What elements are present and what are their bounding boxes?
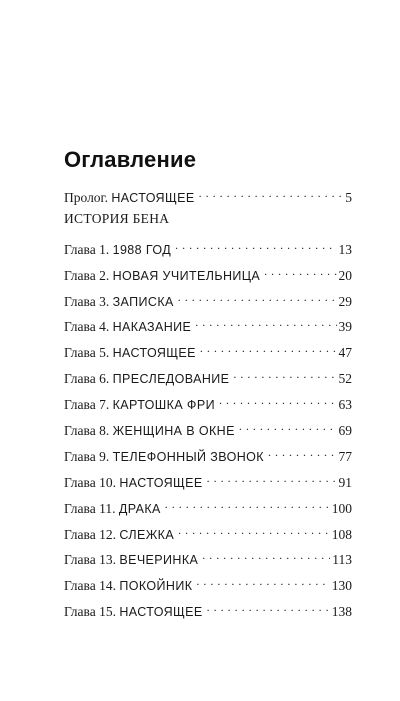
toc-entry-chapter-1	[64, 236, 352, 262]
toc-entry-title: 1988 ГОД	[112, 242, 172, 257]
toc-entry-title: НАКАЗАНИЕ	[112, 320, 192, 335]
toc-entry-chapter-10	[64, 469, 352, 495]
toc-entry-prefix: Глава 4.	[64, 319, 113, 335]
toc-entry-title: НАСТОЯЩЕЕ	[112, 346, 196, 361]
toc-entry-prefix: Глава 7.	[64, 397, 113, 413]
toc-page-number: 69	[338, 423, 352, 439]
toc-page-number: 138	[331, 604, 352, 620]
toc-entry-prefix: Глава 11.	[64, 500, 119, 516]
toc-entry-prefix: Глава 6.	[64, 371, 113, 387]
toc-page-number: 100	[331, 500, 352, 516]
toc-page-number: 91	[338, 474, 352, 490]
toc-entry-title: ДРАКА	[118, 501, 161, 516]
toc-page-number: 113	[332, 552, 352, 568]
toc-entry-chapter-4	[64, 313, 352, 339]
toc-entry-label	[64, 603, 203, 621]
toc-page-number: 52	[338, 371, 352, 387]
toc-page-number: 77	[338, 448, 352, 464]
toc-leader-dots	[239, 417, 337, 435]
toc-list	[64, 184, 352, 624]
toc-entry-title: ЗАПИСКА	[112, 294, 174, 309]
toc-entry-title: НАСТОЯЩЕЕ	[119, 475, 203, 490]
toc-leader-dots	[200, 339, 337, 357]
toc-entry-chapter-11	[64, 495, 352, 521]
toc-entry-label	[64, 267, 260, 285]
toc-entry-title: ВЕЧЕРИНКА	[119, 553, 199, 568]
toc-page-number: 130	[331, 578, 352, 594]
toc-entry-title: СЛЕЖКА	[119, 527, 175, 542]
toc-leader-dots	[202, 546, 330, 564]
toc-leader-dots	[207, 598, 330, 616]
toc-entry-label	[64, 577, 192, 595]
toc-page-number: 108	[331, 526, 352, 542]
toc-entry-label	[64, 448, 264, 466]
toc-entry-prefix: Глава 10.	[64, 474, 120, 490]
toc-section-label: ИСТОРИЯ БЕНА	[64, 210, 170, 226]
toc-entry-chapter-9	[64, 443, 352, 469]
toc-entry-label	[64, 500, 161, 518]
toc-entry-label	[64, 396, 215, 414]
toc-entry-label	[64, 241, 171, 259]
toc-entry-prefix: Глава 8.	[64, 423, 113, 439]
toc-entry-title: ПОКОЙНИК	[119, 579, 193, 594]
toc-page-number: 63	[338, 397, 352, 413]
toc-entry-title: ТЕЛЕФОННЫЙ ЗВОНОК	[112, 449, 264, 464]
toc-entry-chapter-14	[64, 572, 352, 598]
toc-entry-chapter-15	[64, 598, 352, 624]
toc-leader-dots	[178, 521, 330, 539]
toc-entry-prefix: Глава 5.	[64, 345, 113, 361]
toc-page-number: 20	[338, 267, 352, 283]
toc-entry-prologue	[64, 184, 352, 210]
toc-entry-label	[64, 189, 195, 207]
toc-leader-dots	[199, 184, 344, 202]
toc-leader-dots	[195, 313, 336, 331]
toc-section-heading	[64, 210, 352, 236]
toc-entry-prefix: Глава 2.	[64, 267, 113, 283]
toc-entry-label	[64, 344, 196, 362]
toc-entry-chapter-2	[64, 262, 352, 288]
toc-entry-chapter-12	[64, 521, 352, 547]
toc-entry-label	[64, 293, 174, 311]
toc-leader-dots	[264, 262, 336, 280]
toc-entry-prefix: Глава 15.	[64, 604, 120, 620]
toc-entry-chapter-3	[64, 288, 352, 314]
toc-page-number: 5	[345, 190, 352, 205]
toc-entry-title: НАСТОЯЩЕЕ	[111, 191, 195, 205]
toc-entry-title: НАСТОЯЩЕЕ	[119, 605, 203, 620]
toc-page-number: 29	[338, 293, 352, 309]
toc-entry-title: ПРЕСЛЕДОВАНИЕ	[112, 372, 230, 387]
toc-entry-label	[64, 474, 203, 492]
toc-page-number: 13	[338, 241, 352, 257]
toc-entry-label	[64, 370, 229, 388]
toc-entry-prefix: Пролог.	[64, 190, 112, 205]
toc-entry-prefix: Глава 14.	[64, 578, 120, 594]
toc-leader-dots	[233, 365, 336, 383]
toc-entry-title: НОВАЯ УЧИТЕЛЬНИЦА	[112, 268, 261, 283]
toc-entry-label	[64, 526, 174, 544]
toc-entry-title: КАРТОШКА ФРИ	[112, 398, 215, 413]
toc-leader-dots	[175, 236, 336, 254]
toc-leader-dots	[219, 391, 337, 409]
toc-entry-prefix: Глава 1.	[64, 241, 113, 257]
toc-entry-chapter-6	[64, 365, 352, 391]
toc-entry-prefix: Глава 3.	[64, 293, 113, 309]
toc-leader-dots	[268, 443, 337, 461]
toc-entry-prefix: Глава 13.	[64, 552, 120, 568]
toc-leader-dots	[165, 495, 330, 513]
toc-entry-chapter-8	[64, 417, 352, 443]
toc-entry-chapter-13	[64, 546, 352, 572]
toc-page-number: 39	[338, 319, 352, 335]
toc-entry-chapter-7	[64, 391, 352, 417]
toc-entry-prefix: Глава 9.	[64, 448, 113, 464]
toc-page-number: 47	[338, 345, 352, 361]
toc-leader-dots	[196, 572, 329, 590]
toc-entry-title: ЖЕНЩИНА В ОКНЕ	[112, 424, 235, 439]
toc-entry-prefix: Глава 12.	[64, 526, 120, 542]
toc-entry-label	[64, 551, 198, 569]
toc-leader-dots	[178, 288, 337, 306]
toc-entry-label	[64, 422, 235, 440]
toc-entry-chapter-5	[64, 339, 352, 365]
toc-leader-dots	[207, 469, 337, 487]
toc-title: Оглавление	[64, 147, 197, 172]
toc-entry-label	[64, 318, 191, 336]
